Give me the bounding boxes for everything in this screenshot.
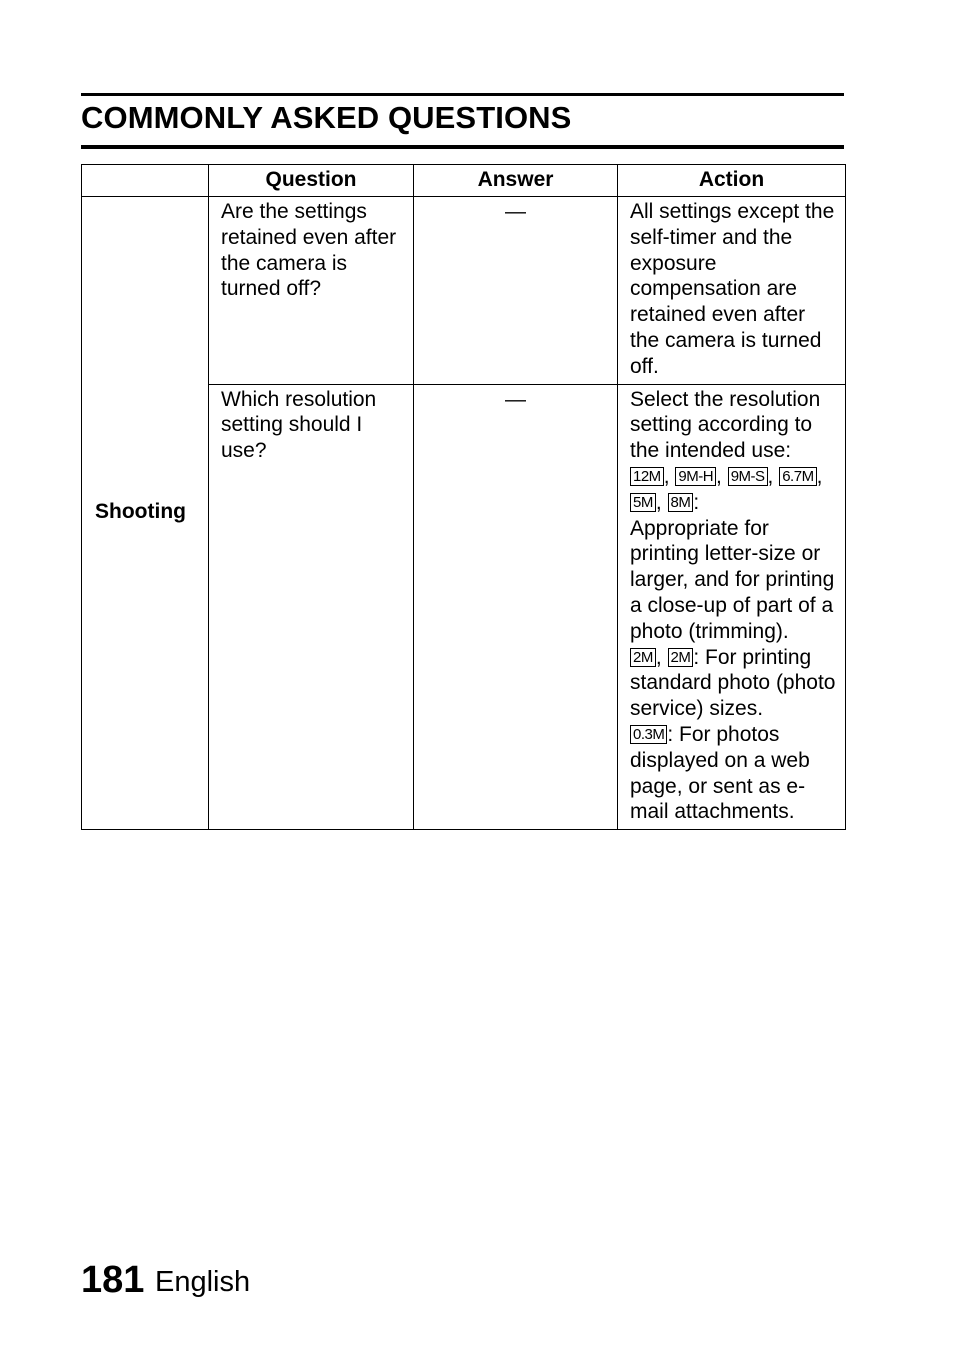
- question-cell: Which resolution setting should I use?: [209, 384, 414, 830]
- resolution-6-7m-icon: 6.7M: [779, 467, 816, 486]
- resolution-2m-burst-icon: 2M: [668, 648, 694, 667]
- resolution-2m-icon: 2M: [630, 648, 656, 667]
- action-group2-text: : For printing standard photo (photo service) sizes.: [630, 645, 836, 721]
- action-intro: Select the resolution setting according to the intended use:: [630, 387, 821, 463]
- action-cell: Select the resolution setting according to the intended use: 12M , 9M-H , 9M-S , 6.7M , 5M , 8M : Appropriate for printing letter-size or larger, and for printing a close-up of part of a photo (trimming). 2M , 2M : For printing standard photo (photo service) sizes. 0.3M : For photos displayed on a web page, or sent as e-mail attachments.: [618, 384, 846, 830]
- resolution-0-3m-icon: 0.3M: [630, 725, 667, 744]
- action-group3-text: : For photos displayed on a web page, or sent as e-mail attachments.: [630, 722, 810, 824]
- resolution-5m-icon: 5M: [630, 493, 656, 512]
- title-rule-bottom: [81, 145, 844, 149]
- resolution-12m-icon: 12M: [630, 467, 664, 486]
- action-cell: All settings except the self-timer and the exposure compensation are retained even after the camera is turned off.: [618, 197, 846, 385]
- resolution-9m-h-icon: 9M-H: [675, 467, 716, 486]
- question-cell: Are the settings retained even after the camera is turned off?: [209, 197, 414, 385]
- page-title: COMMONLY ASKED QUESTIONS: [81, 100, 572, 135]
- answer-cell: —: [414, 197, 618, 385]
- title-rule-top: [81, 93, 844, 96]
- action-group1-text: Appropriate for printing letter-size or larger, and for printing a close-up of part of a photo (trimming).: [630, 516, 835, 643]
- faq-table: [81, 164, 846, 830]
- header-action: Action: [618, 165, 846, 197]
- header-answer: Answer: [414, 165, 618, 197]
- header-category: [82, 165, 209, 197]
- answer-cell: —: [414, 384, 618, 830]
- category-cell: Shooting: [82, 197, 209, 830]
- page-number: 181: [81, 1259, 145, 1301]
- page-language: English: [155, 1266, 251, 1298]
- table-header-row: [82, 165, 846, 197]
- resolution-9m-s-icon: 9M-S: [728, 467, 768, 486]
- resolution-8m-icon: 8M: [668, 493, 694, 512]
- header-question: Question: [209, 165, 414, 197]
- table-row: [82, 197, 846, 385]
